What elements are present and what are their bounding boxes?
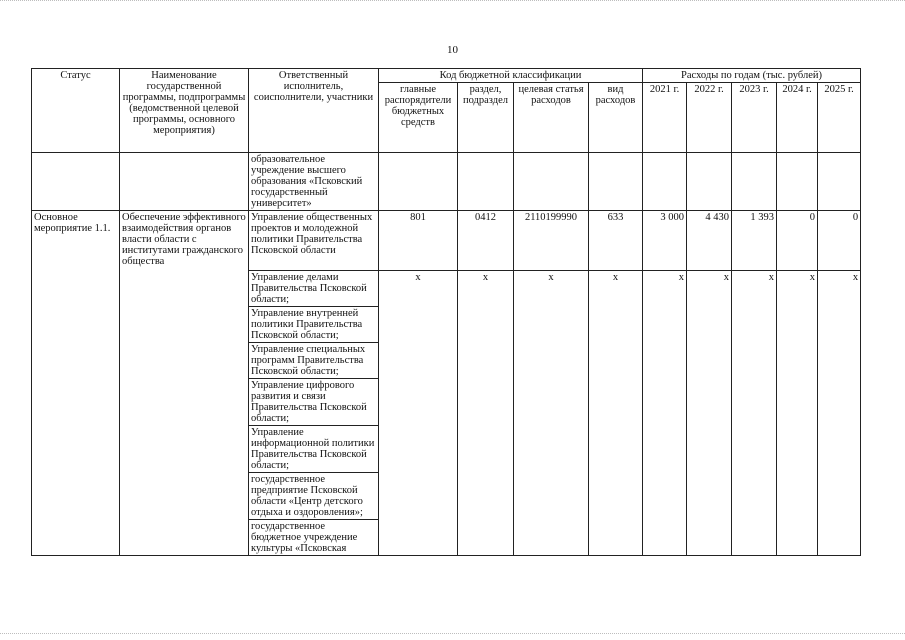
cell-2023: 1 393 bbox=[732, 211, 777, 271]
header-executor: Ответственный исполнитель, соисполнители, участники bbox=[249, 69, 379, 153]
cell-executor-continued: образовательное учреждение высшего образования «Псковский государственный университет» bbox=[249, 153, 379, 211]
header-section: раздел, подраздел bbox=[458, 83, 514, 153]
header-budget-code: Код бюджетной классификации bbox=[379, 69, 643, 83]
page-number: 10 bbox=[447, 44, 458, 56]
header-grbs: главные распорядители бюджетных средств bbox=[379, 83, 458, 153]
cell-empty bbox=[32, 153, 120, 211]
cell-2024: 0 bbox=[777, 211, 818, 271]
cell-status: Основное мероприятие 1.1. bbox=[32, 211, 120, 556]
cell-x-2022: x bbox=[687, 271, 732, 556]
executor-list bbox=[249, 271, 378, 555]
list-item: Управление информационной политики Правительства Псковской области; bbox=[249, 426, 378, 473]
cell-grbs: 801 bbox=[379, 211, 458, 271]
cell-empty bbox=[458, 153, 514, 211]
cell-x-section: x bbox=[458, 271, 514, 556]
cell-empty bbox=[379, 153, 458, 211]
cell-empty bbox=[643, 153, 687, 211]
list-item: Управление внутренней политики Правительства Псковской области; bbox=[249, 307, 378, 343]
header-status: Статус bbox=[32, 69, 120, 153]
budget-table bbox=[31, 68, 861, 556]
list-item: Управление специальных программ Правительства Псковской области; bbox=[249, 343, 378, 379]
cell-section: 0412 bbox=[458, 211, 514, 271]
cell-2021: 3 000 bbox=[643, 211, 687, 271]
header-year-2023: 2023 г. bbox=[732, 83, 777, 153]
cell-x-target-item: x bbox=[514, 271, 589, 556]
cell-2025: 0 bbox=[818, 211, 861, 271]
header-year-2024: 2024 г. bbox=[777, 83, 818, 153]
cell-empty bbox=[589, 153, 643, 211]
cell-x-2023: x bbox=[732, 271, 777, 556]
cell-x-grbs: x bbox=[379, 271, 458, 556]
list-item: государственное предприятие Псковской области «Центр детского отдыха и оздоровления»; bbox=[249, 473, 378, 520]
cell-empty bbox=[687, 153, 732, 211]
cell-target-item: 2110199990 bbox=[514, 211, 589, 271]
cell-executor-list bbox=[249, 271, 379, 556]
cell-empty bbox=[514, 153, 589, 211]
scan-border-bottom bbox=[0, 633, 905, 636]
cell-x-expense-type: x bbox=[589, 271, 643, 556]
cell-x-2025: x bbox=[818, 271, 861, 556]
cell-2022: 4 430 bbox=[687, 211, 732, 271]
cell-empty bbox=[732, 153, 777, 211]
cell-executor-main: Управление общественных проектов и молодежной политики Правительства Псковской области bbox=[249, 211, 379, 271]
cell-empty bbox=[777, 153, 818, 211]
scan-border-top bbox=[0, 0, 905, 3]
header-expenses: Расходы по годам (тыс. рублей) bbox=[643, 69, 861, 83]
list-item: государственное бюджетное учреждение культуры «Псковская bbox=[251, 521, 358, 555]
cell-x-2021: x bbox=[643, 271, 687, 556]
list-item: Управление цифрового развития и связи Правительства Псковской области; bbox=[249, 379, 378, 426]
list-item: Управление делами Правительства Псковской области; bbox=[249, 271, 378, 307]
cell-empty bbox=[120, 153, 249, 211]
cell-empty bbox=[818, 153, 861, 211]
cell-program-name: Обеспечение эффективного взаимодействия органов власти области с институтами гражданского общества bbox=[120, 211, 249, 556]
table-row-continued bbox=[32, 153, 861, 211]
header-program-name: Наименование государственной программы, подпрограммы (ведомственной целевой программы, основного мероприятия) bbox=[120, 69, 249, 153]
table-row-main bbox=[32, 211, 861, 271]
header-year-2021: 2021 г. bbox=[643, 83, 687, 153]
header-expense-type: вид расходов bbox=[589, 83, 643, 153]
header-row-1 bbox=[32, 69, 861, 83]
header-year-2025: 2025 г. bbox=[818, 83, 861, 153]
header-target-item: целевая статья расходов bbox=[514, 83, 589, 153]
header-year-2022: 2022 г. bbox=[687, 83, 732, 153]
cell-x-2024: x bbox=[777, 271, 818, 556]
cell-expense-type: 633 bbox=[589, 211, 643, 271]
